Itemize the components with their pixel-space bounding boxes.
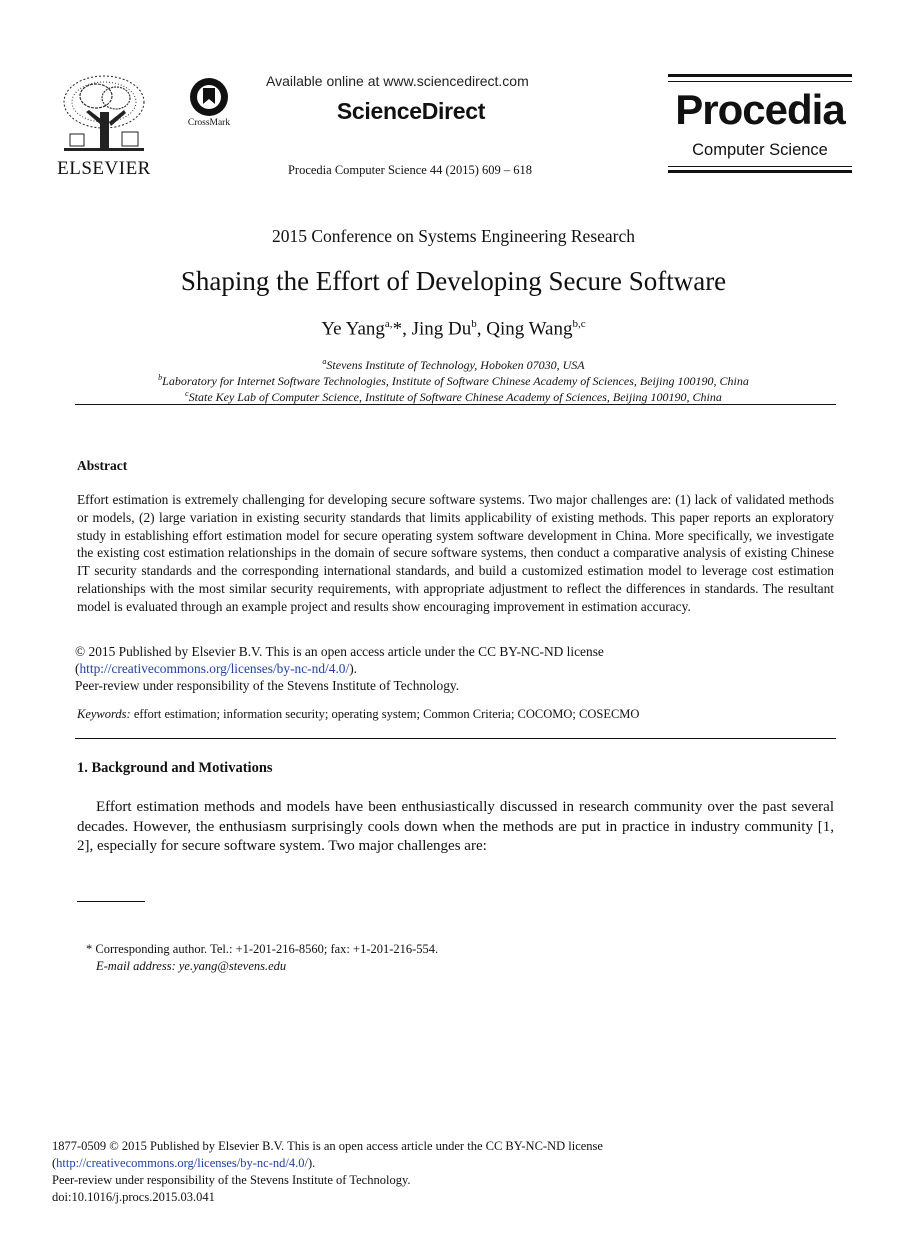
corresponding-author-note: * Corresponding author. Tel.: +1-201-216-8560; fax: +1-201-216-554.: [86, 942, 439, 956]
author-list: [0, 318, 907, 340]
footer-peer-review: Peer-review under responsibility of the Stevens Institute of Technology.: [52, 1173, 411, 1187]
corresponding-star: *: [392, 318, 403, 340]
affiliation-mark: a: [322, 357, 327, 366]
procedia-rule: [668, 74, 852, 77]
procedia-rule: [668, 166, 852, 167]
footer-license-line: (http://creativecommons.org/licenses/by-nc-nd/4.0/).: [52, 1156, 316, 1170]
procedia-rule: [668, 170, 852, 173]
journal-reference: Procedia Computer Science 44 (2015) 609 – 618: [287, 163, 533, 177]
elsevier-tree-icon: [56, 72, 152, 156]
keywords-label: Keywords:: [77, 707, 131, 721]
keywords-text: effort estimation; information security; operating system; Common Criteria; COCOMO; COSECMO: [133, 707, 640, 721]
paper-title: Shaping the Effort of Developing Secure Software: [180, 266, 727, 296]
author-affiliation-mark: a,: [384, 318, 393, 330]
footer-issn-line: 1877-0509 © 2015 Published by Elsevier B.V. This is an open access article under the CC BY-NC-ND license: [52, 1139, 603, 1153]
divider: [75, 404, 836, 405]
author-name: Qing Wang: [486, 318, 573, 340]
license-link[interactable]: http://creativecommons.org/licenses/by-nc-nd/4.0/: [79, 661, 350, 677]
abstract-body: Effort estimation is extremely challenging for developing secure software systems. Two major challenges are: (1) lack of validated methods or models, (2) large variation in existing security standards that limits applicability of existing methods. This paper reports an exploratory study in establishing effort estimation model for secure operating system software development in China. More specifically, we investigate the existing cost estimation relationships in the domain of secure software systems, then conduct a comparative analysis of existing Chinese IT security standards and the corresponding international standards, and build a customized estimation model to leverage cost estimation relationships with the most similar security requirements, with appropriate adjustment to reflect the differences in standards. The resultant model is evaluated through an example project and results show encouraging improvement in estimation accuracy.: [77, 492, 834, 614]
page-footer: [52, 1138, 852, 1206]
section-paragraph: Effort estimation methods and models have been enthusiastically discussed in research community over the past several decades. However, the enthusiasm surprisingly cools down when the methods are put in practice in industry community [1, 2], especially for secure software system. Two major challenges are:: [77, 799, 834, 855]
elsevier-wordmark: ELSEVIER: [57, 158, 151, 179]
license-block: [75, 643, 815, 695]
affiliation-text: Laboratory for Internet Software Technologies, Institute of Software Chinese Academy of Sciences, Beijing 100190, China: [162, 374, 749, 388]
peer-review-line: Peer-review under responsibility of the Stevens Institute of Technology.: [75, 678, 460, 694]
footnote-rule: [77, 901, 145, 902]
author-affiliation-mark: b: [471, 318, 477, 330]
footer-license-link[interactable]: http://creativecommons.org/licenses/by-nc-nd/4.0/: [56, 1156, 308, 1170]
author-name: Ye Yang: [321, 318, 385, 340]
divider: [75, 738, 836, 739]
abstract-heading: Abstract: [77, 458, 128, 473]
crossmark-label: CrossMark: [187, 118, 231, 128]
keywords: [77, 707, 834, 722]
affiliation-mark: c: [185, 389, 189, 398]
procedia-rule: [668, 81, 852, 82]
copyright-line: © 2015 Published by Elsevier B.V. This is an open access article under the CC BY-NC-ND license: [75, 644, 604, 659]
elsevier-logo: [56, 72, 152, 178]
affiliation-text: Stevens Institute of Technology, Hoboken 07030, USA: [326, 358, 585, 372]
crossmark-badge[interactable]: [178, 76, 240, 132]
affiliation: [0, 357, 907, 373]
affiliation-mark: b: [158, 373, 163, 382]
affiliation: [0, 389, 907, 405]
procedia-subtitle: Computer Science: [692, 141, 828, 159]
author-name: Jing Du: [411, 318, 472, 340]
author-affiliation-mark: b,c: [572, 318, 586, 330]
conference-name: 2015 Conference on Systems Engineering Research: [271, 226, 636, 246]
footer-doi[interactable]: doi:10.1016/j.procs.2015.03.041: [52, 1190, 215, 1204]
author-separator: ,: [476, 318, 487, 340]
crossmark-icon: [178, 76, 240, 118]
license-link-line: (http://creativecommons.org/licenses/by-nc-nd/4.0/).: [75, 661, 358, 677]
author-separator: ,: [402, 318, 412, 340]
section-heading: 1. Background and Motivations: [77, 760, 273, 776]
affiliation-text: State Key Lab of Computer Science, Institute of Software Chinese Academy of Sciences, Beijing 100190, China: [188, 390, 722, 404]
procedia-logo: [668, 72, 852, 176]
email-address-note: E-mail address: ye.yang@stevens.edu: [96, 959, 287, 973]
affiliation: [0, 373, 907, 389]
procedia-title: Procedia: [675, 86, 845, 133]
available-online: Available online at www.sciencedirect.com: [266, 73, 529, 89]
sciencedirect-logo: ScienceDirect: [336, 98, 486, 124]
